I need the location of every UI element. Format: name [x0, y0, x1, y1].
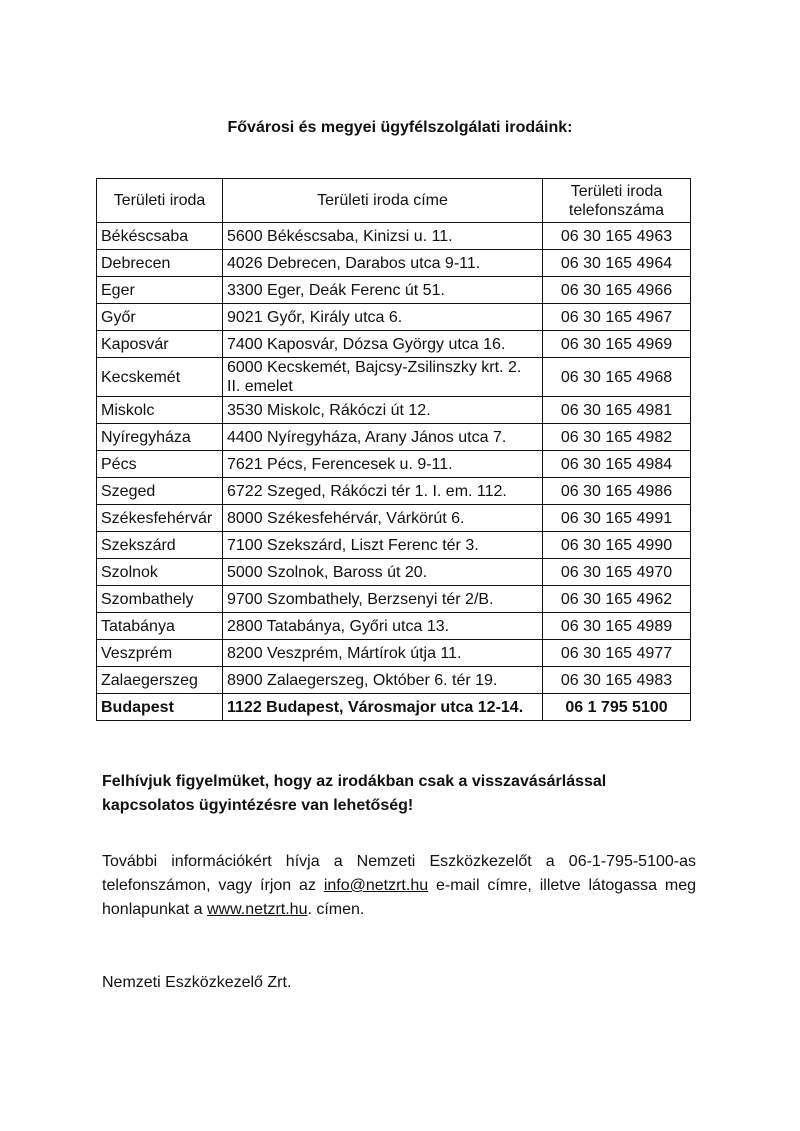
- table-row: [97, 358, 691, 397]
- phone-cell: 06 30 165 4986: [543, 478, 691, 505]
- address-cell: 2800 Tatabánya, Győri utca 13.: [223, 613, 543, 640]
- address-cell: 8000 Székesfehérvár, Várkörút 6.: [223, 505, 543, 532]
- phone-cell: 06 30 165 4984: [543, 451, 691, 478]
- address-cell: 6722 Szeged, Rákóczi tér 1. I. em. 112.: [223, 478, 543, 505]
- office-cell: Szombathely: [97, 586, 223, 613]
- office-cell: Győr: [97, 304, 223, 331]
- office-cell: Budapest: [97, 694, 223, 721]
- address-cell: 7621 Pécs, Ferencesek u. 9-11.: [223, 451, 543, 478]
- table-row: [97, 613, 691, 640]
- offices-table: [96, 178, 691, 721]
- office-cell: Tatabánya: [97, 613, 223, 640]
- table-row: [97, 250, 691, 277]
- table-row: [97, 331, 691, 358]
- address-cell: 3530 Miskolc, Rákóczi út 12.: [223, 397, 543, 424]
- header-office: Területi iroda: [97, 179, 223, 223]
- office-cell: Szekszárd: [97, 532, 223, 559]
- office-cell: Veszprém: [97, 640, 223, 667]
- info-paragraph: [102, 850, 696, 922]
- office-cell: Debrecen: [97, 250, 223, 277]
- phone-cell: 06 30 165 4966: [543, 277, 691, 304]
- phone-cell: 06 30 165 4991: [543, 505, 691, 532]
- phone-cell: 06 30 165 4970: [543, 559, 691, 586]
- phone-cell: 06 30 165 4983: [543, 667, 691, 694]
- address-cell: 4400 Nyíregyháza, Arany János utca 7.: [223, 424, 543, 451]
- phone-cell: 06 30 165 4989: [543, 613, 691, 640]
- table-row: [97, 478, 691, 505]
- table-row: [97, 532, 691, 559]
- website-link[interactable]: www.netzrt.hu: [206, 901, 308, 918]
- address-cell: 5600 Békéscsaba, Kinizsi u. 11.: [223, 223, 543, 250]
- table-row: [97, 451, 691, 478]
- phone-cell: 06 30 165 4977: [543, 640, 691, 667]
- header-phone: Területi iroda telefonszáma: [543, 179, 691, 223]
- phone-cell: 06 30 165 4967: [543, 304, 691, 331]
- phone-cell: 06 30 165 4968: [543, 358, 691, 397]
- address-cell: 9021 Győr, Király utca 6.: [223, 304, 543, 331]
- phone-cell: 06 1 795 5100: [543, 694, 691, 721]
- office-cell: Szolnok: [97, 559, 223, 586]
- table-row: [97, 424, 691, 451]
- address-cell: 6000 Kecskemét, Bajcsy-Zsilinszky krt. 2. II. emelet: [223, 358, 543, 397]
- phone-cell: 06 30 165 4964: [543, 250, 691, 277]
- office-cell: Miskolc: [97, 397, 223, 424]
- info-text-part: További információkért hívja a Nemzeti Eszközkezelőt a 06-1-795-5100-as telefonszámon, vagy írjon az: [102, 853, 696, 894]
- table-row: [97, 640, 691, 667]
- address-cell: 8900 Zalaegerszeg, Október 6. tér 19.: [223, 667, 543, 694]
- office-cell: Székesfehérvár: [97, 505, 223, 532]
- table-row: [97, 667, 691, 694]
- table-row-headquarters: [97, 694, 691, 721]
- table-row: [97, 277, 691, 304]
- info-text-part: e-mail címre, illetve látogassa meg honlapunkat a: [102, 877, 696, 918]
- office-cell: Szeged: [97, 478, 223, 505]
- phone-cell: 06 30 165 4981: [543, 397, 691, 424]
- table-row: [97, 397, 691, 424]
- phone-cell: 06 30 165 4963: [543, 223, 691, 250]
- table-row: [97, 304, 691, 331]
- office-cell: Kecskemét: [97, 358, 223, 397]
- office-cell: Pécs: [97, 451, 223, 478]
- address-cell: 8200 Veszprém, Mártírok útja 11.: [223, 640, 543, 667]
- address-cell: 1122 Budapest, Városmajor utca 12-14.: [223, 694, 543, 721]
- table-row: [97, 223, 691, 250]
- phone-cell: 06 30 165 4990: [543, 532, 691, 559]
- table-row: [97, 505, 691, 532]
- address-cell: 7100 Szekszárd, Liszt Ferenc tér 3.: [223, 532, 543, 559]
- header-address: Területi iroda címe: [223, 179, 543, 223]
- table-header-row: [97, 179, 691, 223]
- table-row: [97, 559, 691, 586]
- office-cell: Eger: [97, 277, 223, 304]
- office-cell: Nyíregyháza: [97, 424, 223, 451]
- address-cell: 9700 Szombathely, Berzsenyi tér 2/B.: [223, 586, 543, 613]
- page-heading: Fővárosi és megyei ügyfélszolgálati irodáink:: [227, 119, 573, 136]
- table-row: [97, 586, 691, 613]
- phone-cell: 06 30 165 4982: [543, 424, 691, 451]
- address-cell: 5000 Szolnok, Baross út 20.: [223, 559, 543, 586]
- phone-cell: 06 30 165 4962: [543, 586, 691, 613]
- address-cell: 4026 Debrecen, Darabos utca 9-11.: [223, 250, 543, 277]
- address-cell: 7400 Kaposvár, Dózsa György utca 16.: [223, 331, 543, 358]
- signature: Nemzeti Eszközkezelő Zrt.: [102, 974, 292, 991]
- phone-cell: 06 30 165 4969: [543, 331, 691, 358]
- office-cell: Kaposvár: [97, 331, 223, 358]
- info-text-part: . címen.: [307, 901, 365, 918]
- office-cell: Zalaegerszeg: [97, 667, 223, 694]
- notice-paragraph: Felhívjuk figyelmüket, hogy az irodákban csak a visszavásárlással kapcsolatos ügyintézésre van lehetőség!: [102, 773, 607, 814]
- email-link[interactable]: info@netzrt.hu: [323, 877, 429, 894]
- address-cell: 3300 Eger, Deák Ferenc út 51.: [223, 277, 543, 304]
- office-cell: Békéscsaba: [97, 223, 223, 250]
